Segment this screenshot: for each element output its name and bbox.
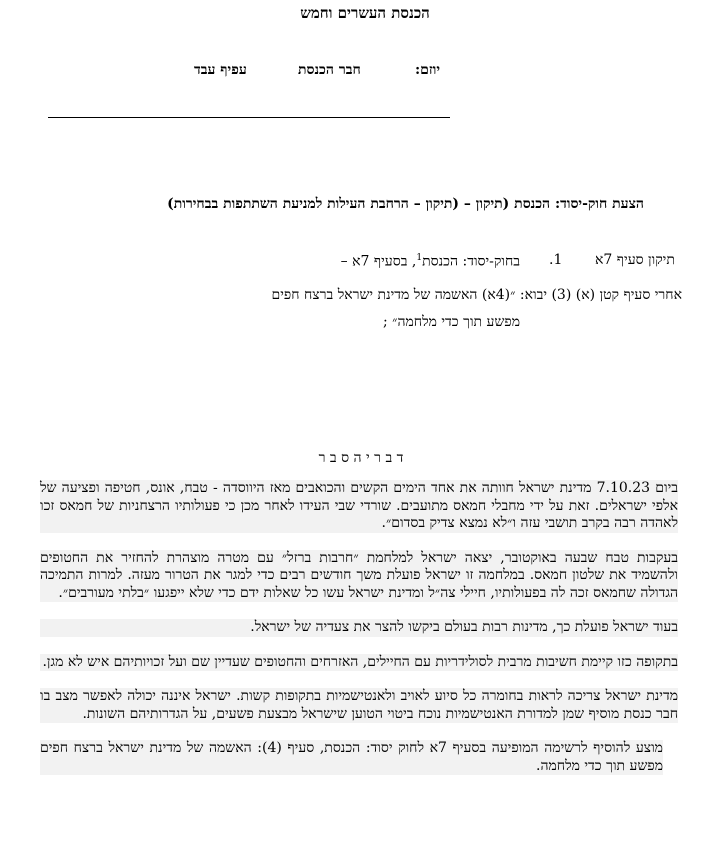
insertion-line-1: אחרי סעיף קטן (א) (3) יבוא: ״(4א) האשמה של מדינת ישראל ברצח חפים [271, 287, 682, 303]
divider-line [48, 117, 450, 118]
explanation-paragraph: ביום 7.10.23 מדינת ישראל חוותה את אחד הימים הקשים והכואבים מאז היווסדה - טבח, אונס, חטיפה ופציעה של אלפי ישראלים. זאת על ידי מחבלי חמאס מתועבים. שורדי שבי העידו לאחר מכן כי פעולותיו הרצחניות של חמאס זכו לאהדה רבה בקרב תושבי עזה ו״לא נמצא צדיק בסדום״. [40, 480, 678, 531]
member-name: עפיף עבד [194, 62, 247, 78]
amendment-line-pre: בחוק-יסוד: הכנסת [422, 253, 520, 270]
knesset-title: הכנסת העשרים וחמש [300, 4, 430, 22]
section-number: 1. [549, 252, 563, 268]
explanation-heading: ד ב ר י ה ס ב ר [318, 450, 404, 466]
explanation-paragraph: בעקבות טבח שבעה באוקטובר, יצאה ישראל למלחמת ״חרבות ברזל״ עם מטרה מוצהרת להחזיר את החטופים ולהשמיד את שלטון חמאס. במלחמה זו ישראל פועלת משך חודשים רבים כדי למגר את הטרור מעזה. למרות התמיכה הגדולה שחמאס זכה לה בפעולותיו, חיילי צה״ל ומדינת ישראל עשו כל שאלות ידם כדי שלא ייפגעו ״בלתי מעורבים״. [40, 549, 678, 601]
amendment-line [341, 253, 520, 271]
insertion-line-2: מפשע תוך כדי מלחמה״ ; [382, 314, 520, 330]
explanation-paragraph: מוצע להוסיף לרשימה המופיעה בסעיף 7א לחוק יסוד: הכנסת, סעיף (4): האשמה של מדינת ישראל ברצח חפים מפשע תוך כדי מלחמה. [40, 740, 663, 774]
amendment-line-post: , בסעיף 7א – [340, 253, 417, 270]
explanation-paragraph: בתקופה כזו קיימת חשיבות מרבית לסולידריות עם החיילים, האזרחים והחטופים שעדיין שם ועל זכויותיהם איש לא מגן. [40, 654, 678, 672]
bill-title: הצעת חוק-יסוד: הכנסת (תיקון – (תיקון – הרחבת העילות למניעת השתתפות בבחירות) [167, 196, 644, 212]
explanation-paragraph: בעוד ישראל פועלת כך, מדינות רבות בעולם ביקשו להצר את צעדיה של ישראל. [40, 619, 678, 637]
footnote-mark: 1 [416, 253, 423, 263]
explanation-paragraph: מדינת ישראל צריכה לראות בחומרה כל סיוע לאויב ולאנטישמיות בתקופות קשות. ישראל איננה יכולה לאפשר מצב בו חבר כנסת מוסיף שמן למדורת האנטישמיות נוכח ביטוי הטוען שישראל מבצעת פשעים, על הגדרותיהם השונות. [40, 688, 678, 722]
explanation-body [40, 480, 678, 792]
initiator-label: יוזם: [415, 62, 441, 78]
section-side-title: תיקון סעיף 7א [595, 252, 675, 268]
member-title: חבר הכנסת [298, 62, 361, 78]
